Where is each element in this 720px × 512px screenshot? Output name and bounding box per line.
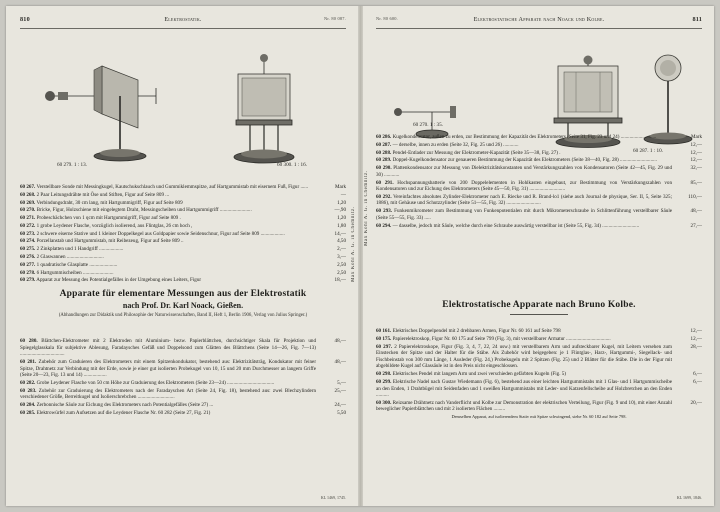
entry-number: 60 274. [20, 238, 36, 245]
list-item [376, 400, 702, 413]
entry-number: 60 293. [376, 208, 393, 215]
entry-price: — [340, 191, 346, 198]
entry-number: 60 287. [376, 141, 392, 148]
entry-price: 1,80 [337, 222, 346, 229]
page-sheet [6, 6, 714, 506]
entry-price: 1,20 [337, 199, 346, 206]
entry-text: Funkenmikrometer zum Bestimmung von Funkenpotentialen mit durch Mikrometerschraube in Schlittenführung verstellbarer Säule (Seite 55—55, Fig. 33) ..... [376, 208, 673, 221]
entry-number: 60 291. [376, 179, 394, 186]
right-figure-caption-1: 60 270. 1 : 35. [413, 122, 443, 128]
figure-60279-illustration [6, 36, 358, 176]
list-item [376, 208, 702, 221]
entry-number: 60 269. [20, 199, 36, 206]
entry-price: 5,— [337, 379, 346, 386]
left-footer-ref: KL 1469, 1745. [320, 495, 346, 500]
list-item [20, 192, 346, 199]
list-item [20, 200, 346, 207]
list-item [376, 180, 702, 193]
entry-text: Elektrisches Doppelpendel mit 2 drehbaren Armen, Figur Nr. 60 161 auf Seite 798 [392, 328, 561, 334]
entry-price: —,90 [334, 207, 346, 214]
right-running-head [376, 16, 702, 28]
list-item [20, 410, 346, 417]
list-item [20, 277, 346, 284]
entry-number: 60 277. [20, 261, 36, 268]
entry-number: 60 175. [376, 335, 392, 342]
left-page-number: 810 [20, 16, 30, 23]
right-entry-list [376, 134, 702, 230]
list-item [20, 402, 346, 409]
entry-text: Verstellbare Sonde mit Messingkugel, Kautschukschlauch und Gummiklemmspitze, auf Hartgummistab mit eisernem Fuß, Figur ...... [36, 184, 309, 190]
list-item [20, 380, 346, 387]
note-under-entry: Demselben Apparat, auf isolierendem Stativ mit Spitze schwingend, siehe Nr. 60 182 auf Seite 798. [451, 414, 627, 420]
entry-price: 14,— [334, 230, 346, 237]
list-item [20, 262, 346, 269]
right-running-title: Elektrostatische Apparate nach Noack und Kolbe. [473, 16, 605, 23]
entry-text: Kugelkondensator, außen zu erden, zur Bestimmung der Kapazität des Elektrometers (Seite 31, Fig. 23 und 24) ............................ [392, 134, 657, 140]
entry-number: 60 289. [376, 157, 392, 164]
entry-text: Doppel-Kugelkondensator zur genaueren Bestimmung der Kapazität des Elektrometers (Seite 38—40, Fig. 28) ............................. [392, 157, 657, 164]
entry-text: Elektrowürfel zum Aufsetzen auf die Leydener Flasche Nr. 60 282 (Seite 27, Fig. 21) [36, 409, 211, 416]
entry-number: 60 161. [376, 328, 392, 334]
list-item [376, 328, 702, 335]
list-item [376, 194, 702, 207]
left-page [6, 6, 358, 506]
entry-price: 6,— [693, 371, 702, 378]
entry-number: 60 292. [376, 193, 392, 200]
entry-price: 48,— [334, 358, 346, 365]
left-entry-list [20, 184, 346, 285]
list-item [376, 157, 702, 164]
entry-number: 60 285. [20, 409, 36, 416]
section-heading-2: nach Prof. Dr. Karl Noack, Gießen. [122, 301, 244, 310]
left-figure-area [6, 36, 358, 176]
list-item [20, 270, 346, 277]
entry-number: 60 282. [20, 379, 36, 386]
entry-price: 27,— [690, 222, 702, 229]
list-item [20, 207, 346, 214]
entry-number: 60 300. [376, 399, 392, 406]
entry-text: Porzellanstab und Hartgummistab, mit Reibezeug, Figur auf Seite 809 .. [36, 238, 184, 245]
entry-number: 60 299. [376, 378, 392, 385]
entry-text: — dasselbe, jedoch mit Säule, welche durch eine Schraube auswärtig verstellbar ist (Seite 55, Fig. 34) ............................. [392, 222, 640, 229]
list-item [376, 371, 702, 378]
right-page-number: 811 [692, 16, 702, 23]
list-item [20, 246, 346, 253]
left-side-note: Max Kohl A. G. in Chemnitz. [351, 206, 356, 282]
list-item [20, 184, 346, 191]
entry-text: 1 quadratische Glasplatte ...................... [36, 261, 118, 268]
list-item [20, 359, 346, 379]
entry-text: Apparat zur Messung des Potentialgefälles in der Umgebung eines Leiters, Figur [36, 277, 202, 284]
list-item [20, 254, 346, 261]
entry-price: 12,— [690, 141, 702, 148]
left-head-rule [20, 28, 346, 29]
entry-text: Zubehör zum Graduieren des Elektrometers mit einem Spitzenkondukator, bestehend aus: Elektrizitätsträg, Kondukator mit feiner Spitze, Drahtnetz zur Verbindung mit der Erde, sowie je einer gut isolierten Probekugel von 10, 15 und 20 mm Durchmesser an langem Griffe (Seite 20—23, Fig. 13 und 14) .................. [20, 358, 317, 379]
entry-number: 60 283. [20, 387, 37, 394]
section-note: (Abhandlungen zur Didaktik und Philosophie der Naturwissenschaften, Band II, Heft 1, Berlin 1906, Verlag von Julius Springer.) [58, 313, 308, 318]
entry-price: 24,— [334, 402, 346, 409]
entry-number: 60 276. [20, 254, 36, 261]
entry-price: 6,— [693, 378, 702, 385]
entry-number: 60 275. [20, 246, 36, 253]
right-section-block [376, 300, 702, 319]
right-page [362, 6, 714, 506]
left-figure-caption-2: 60 300. 1 : 16. [277, 162, 307, 168]
entry-text: — derselbe, innen zu erden (Seite 32, Fig. 25 und 26) ............ [392, 141, 519, 148]
entry-number: 60 297. [376, 343, 393, 350]
entry-price: 1,20 [337, 215, 346, 222]
left-catalog-no: Nr. 80 087. [324, 16, 346, 21]
entry-price: 20,— [690, 399, 702, 406]
entry-number: 60 278. [20, 269, 36, 276]
entry-number: 60 270. [20, 207, 36, 214]
list-item [20, 215, 346, 222]
entry-number: 60 284. [20, 402, 36, 409]
entry-number: 60 288. [376, 149, 392, 156]
entry-text: Zubehör zur Graduierung des Elektrometers nach der Faradayschen Art (Seite 24, Fig. 18), bestehend aus: zwei Blechzylindern verschiedener Größe, Berreitkugel und Isolierschrebchen ............................. [20, 387, 317, 401]
entry-price: 5,50 [337, 409, 346, 416]
entry-number: 60 281. [20, 358, 37, 365]
left-figure-caption-1: 60 279. 1 : 13. [57, 162, 87, 168]
entry-number: 60 268. [20, 191, 36, 198]
entry-text: Vereinfachtes absolutes Zylinder-Elektrometer nach E. Riecke und R. Brand-lo1 (siehe auch Journal de physique, Ser. II, 5, Seite 325; 1886), mit Gehäuse und Schutzzylinder (Seite 51—55, Fig. 32) ........................... [376, 193, 672, 207]
entry-price: 2,— [337, 246, 346, 253]
entry-text: 1 grobe Leydener Flasche, vorzüglich isolierend, aus Flintglas, 26 cm hoch , [36, 222, 193, 229]
entry-text: Probeschächchen von 1 qcm mit Hartgummigriff, Figur auf Seite 809 . [36, 215, 181, 222]
entry-number: 60 286. [376, 134, 392, 140]
entry-text: Blättchen-Elektrometer mit 2 Elektroden mit Aluminium- bezw. Papierblättchen, durchsichtiger Skala für Projektion und Spiegelglasskala für subjektive Ablesung, Faradaysches Gefäß und Doppelsond zum Glätten des Blättchens (Seite 14—26, Fig. 7—13) ................................... [20, 338, 317, 358]
left-running-head [20, 16, 346, 28]
left-running-title: Elektrostatik. [164, 16, 202, 23]
entry-price: 25,— [334, 387, 346, 394]
entry-number: 60 273. [20, 230, 36, 237]
entry-text: Elektrische Nadel nach Gustav Wiedemann (Fig. 6), bestehend aus einer leichten Hartgummistabs mit 1 Glas- und 1 Hartgummischeibe an den Enden, 1 Drahtbügel mit Seidenfaden und 1 sweißen Hartgummistabs mit Leder- und Katzenfellscheibe auf Holzbretchen an den Enden .......... [376, 378, 673, 399]
right-head-rule [376, 28, 702, 29]
list-item [20, 223, 346, 230]
list-item [20, 231, 346, 238]
list-item [376, 134, 702, 141]
entry-text: Grobe Leydener Flasche von 50 cm Höhe zur Graduierung des Elektrometers (Seite 23—24) ..................................... [36, 379, 275, 386]
entry-price: 32,— [690, 165, 702, 172]
entry-number: 60 279. [20, 277, 36, 284]
entry-price: 4,50 [337, 238, 346, 245]
entry-price: 48,— [690, 208, 702, 215]
entry-text: Hochspannungsbatterie von 200 Doppelelementen in Hohlkasten eingebaut, zur Bestimmung von Verstärkungszahlen von Kondensatoren und zur Eichung des Elektrometers (Seite 45—50, Fig. 31) ............................ [376, 179, 672, 193]
entry-price: 12,— [690, 328, 702, 334]
entry-price: Mark [690, 134, 702, 140]
entry-number: 60 271. [20, 215, 36, 222]
list-item [376, 165, 702, 178]
list-item [20, 238, 346, 245]
entry-price: 48,— [334, 338, 346, 344]
entry-text: 2 schwere eiserne Stative und 1 kleiner Doppelkegel aus Goldpapier sowie Seidenschnur, Figur auf Seite 809 ................... [36, 230, 285, 237]
left-section-block [20, 289, 346, 319]
list-item [376, 344, 702, 370]
right-footer-ref: KL 1699, 1846. [676, 495, 702, 500]
list-item [20, 388, 346, 401]
entry-text: Verbindungsdraht, 30 cm lang, mit Hartgummigriff, Figur auf Seite 809 [36, 199, 183, 206]
list-item [376, 336, 702, 343]
entry-number: 60 298. [376, 371, 392, 378]
right-side-note: Max Kohl A. G. in Chemnitz. [364, 170, 369, 246]
entry-text: Bricke, Figur, Holzschiene mit eingelegtem Draht, Messingscheiben und Hartgummigriff ......................... [36, 207, 252, 214]
entry-text: 2 Papierelektroskope, Figur (Fig. 3, 4, 7, 22, 24 usw.) mit verstellbarem Arm und aufsteckbarer Kugel, mit Leitern versehen zum Einstecken der Spitze und der Halter für die Stäbe. Als Zubehör wird beigegeben: je 1 Flintglas-, Harz-, Hartgummi-, Siegellack- und Fischbeinstab von 300 mm Länge, 1 Ausleder (Fig. 24,) Probekugeln mit 2 Spitzen (Fig. 25) und 2 Blätter für die Stäbe. Die in der Figur mit abgebildete Kugel auf Glassäule ist in den Preis nicht eingeschlossen. [376, 343, 673, 370]
entry-number: 60 294. [376, 222, 392, 229]
entry-price: 18,— [334, 277, 346, 284]
entry-text: Pendel-Entlader zur Messung der Elektrometer-Kapazität (Seite 35—38, Fig. 27) . [392, 149, 561, 156]
right-catalog-no: Nr. 80 600. [376, 16, 398, 21]
right-figure-caption-2: 60 287. 1 : 10. [633, 148, 663, 154]
entry-text: Papierelektroskop, Figur Nr. 60 175 auf Seite 799 (Fig. 3), mit verstellbarer Armatur ................................... [392, 335, 611, 342]
list-item [376, 150, 702, 157]
entry-price: 12,— [690, 157, 702, 164]
list-item [376, 223, 702, 230]
entry-price: 28,— [690, 343, 702, 350]
section-heading-kolbe: Elektrostatische Apparate nach Bruno Kolbe. [442, 300, 636, 310]
entry-number: 60 290. [376, 165, 392, 172]
entry-price: 110,— [688, 193, 702, 200]
section-heading-1: Apparate für elementare Messungen aus der Elektrostatik [59, 289, 307, 299]
entry-price: 2,50 [337, 261, 346, 268]
entry-price: 12,— [690, 335, 702, 342]
right-entry-list-2 [376, 328, 702, 421]
entry-price: 85,— [690, 179, 702, 186]
entry-text: 6 Hartgummischeiben ........................ [36, 269, 114, 276]
entry-number: 60 280. [20, 338, 38, 344]
entry-text: Elektrisches Pendel mit langem Arm und zwei verschieden gefärbten Kugeln (Fig. 5) [392, 371, 566, 378]
entry-text: Reizsame Drähtnetz nach Vanderflicht und Kolbe zur Demonstration der elektrischen Verteilung, Figur (Fig. 9 und 10), mit einer Anzahl beweglicher Papierblättchen und mit 2 isolierten Flächen ......... [376, 399, 672, 413]
entry-price: Mark [334, 184, 346, 190]
list-item [376, 379, 702, 399]
list-item [20, 338, 346, 358]
entry-number: 60 267. [20, 184, 36, 190]
entry-text: 2 Glaswannen ............................. [36, 254, 104, 261]
entry-number: 60 272. [20, 222, 36, 229]
entry-text: 2 Zinkplatten und 1 Handgriff ................... [36, 246, 124, 253]
left-entry-list-2 [20, 338, 346, 418]
entry-text: Plattenkondensator zur Messung von Dielektrizitätskonstanten und Verstärkungszahlen von Kondensatoren (Seite 42—45, Fig. 29 und 30) ............ [376, 165, 672, 178]
section-divider [510, 314, 568, 315]
list-item [376, 142, 702, 149]
entry-price: 3,— [337, 254, 346, 261]
entry-price: 2,50 [337, 269, 346, 276]
entry-text: 2 Paar Leitungsdrähte mit Öse und Stiften, Figur auf Seite 809 ... [36, 191, 170, 198]
entry-price: 12,— [690, 149, 702, 156]
entry-text: Zerbonnische Säule zur Eichung des Elektrometers nach Potentialgefälles (Seite 27) ... [36, 402, 214, 409]
